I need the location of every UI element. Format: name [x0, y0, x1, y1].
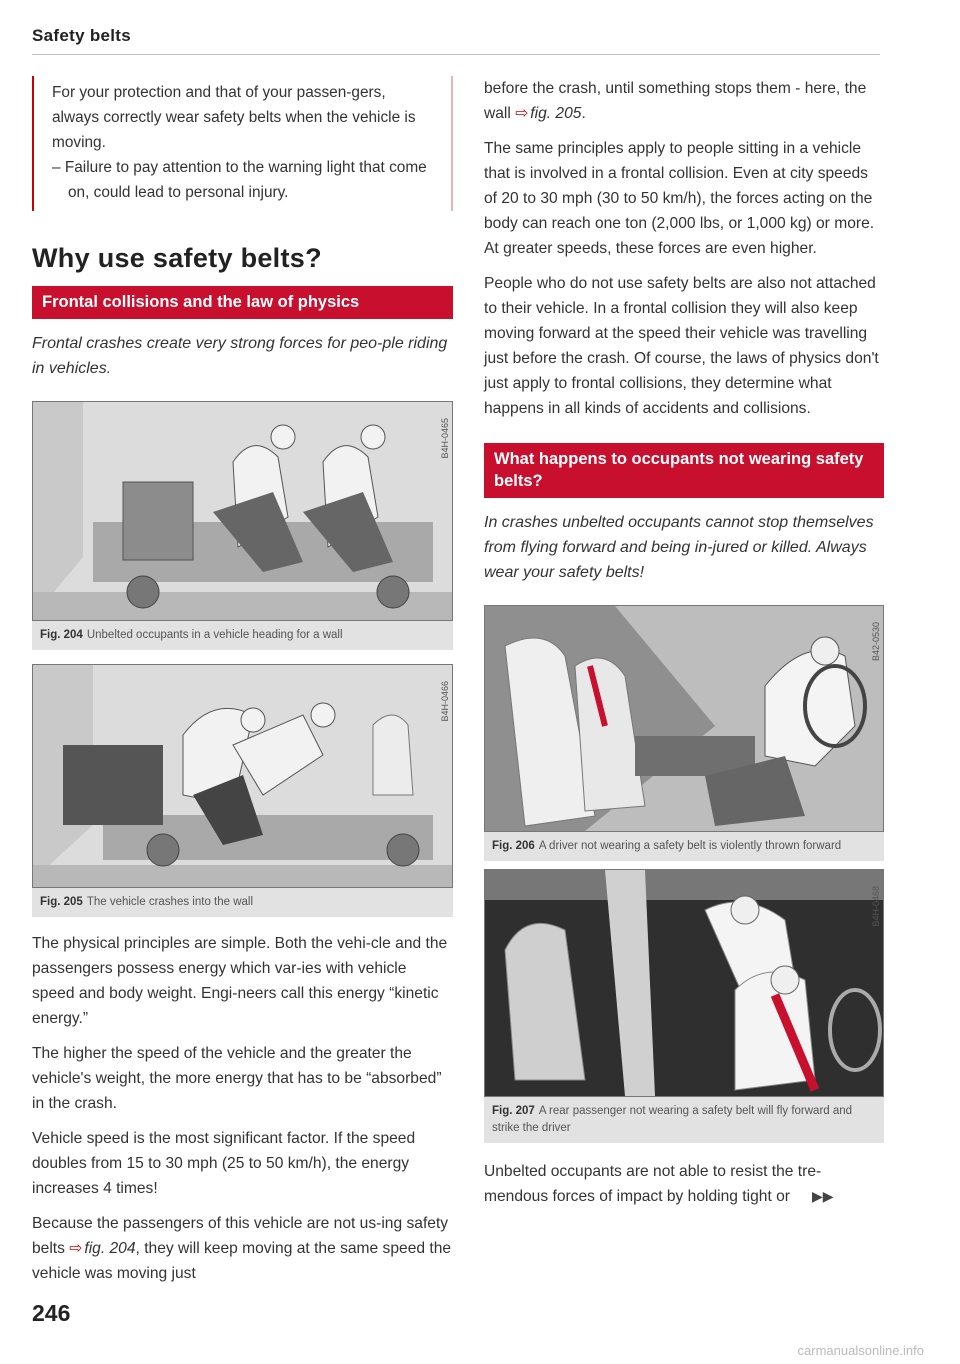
paragraph-wall-text-a: before the crash, until something stops them - here, the wall — [484, 80, 867, 122]
figure-204-caption — [32, 621, 453, 650]
figure-206-label: Fig. 206 — [492, 840, 535, 852]
figure-207-caption — [484, 1097, 884, 1143]
paragraph-passengers-text-b: , they will keep moving at the same speed the vehicle was moving just — [32, 1240, 452, 1282]
vehicle-crashes-wall-image — [33, 665, 452, 887]
page-number: 246 — [32, 1300, 71, 1326]
figure-204 — [32, 401, 453, 650]
figure-205 — [32, 664, 453, 917]
figure-204-label: Fig. 204 — [40, 629, 83, 641]
figure-204-illustration — [32, 401, 453, 621]
figure-206 — [484, 605, 884, 861]
figure-205-caption — [32, 888, 453, 917]
warning-intro: For your protection and that of your passen-gers, always correctly wear safety belts when the vehicle is moving. — [52, 84, 416, 151]
header-rule — [32, 54, 880, 55]
figure-207-illustration — [484, 869, 884, 1097]
figure-207 — [484, 869, 884, 1143]
figure-206-code: B42-0530 — [871, 622, 881, 662]
section-heading: Why use safety belts? — [32, 243, 322, 273]
rear-passenger-strikes-driver-image — [485, 870, 883, 1096]
figure-204-code: B4H-0465 — [440, 418, 450, 459]
right-column — [484, 76, 884, 1219]
figure-207-code: B4H-0468 — [871, 886, 881, 927]
left-column — [32, 76, 453, 1296]
paragraph-speed-factor: Vehicle speed is the most significant factor. If the speed doubles from 15 to 30 mph (25 to 50 km/h), the energy increases 4 times! — [32, 1130, 416, 1197]
lead-text-unbelted: In crashes unbelted occupants cannot stop themselves from flying forward and being in-jured or killed. Always wear your safety belts! — [484, 514, 874, 581]
vehicle-heading-for-wall-image — [33, 402, 452, 620]
subsection-heading-frontal: Frontal collisions and the law of physics — [32, 286, 453, 319]
section-title: Safety belts — [32, 26, 132, 45]
paragraph-unattached: People who do not use safety belts are also not attached to their vehicle. In a frontal collision they will also keep moving forward at the speed their vehicle was travelling just before the crash. Of course, the laws of physics don't just apply to frontal collisions, they determine what happens in all kinds of accidents and collisions. — [484, 275, 879, 417]
paragraph-wall-text-b: . — [581, 105, 586, 122]
lead-text-frontal: Frontal crashes create very strong forces for peo-ple riding in vehicles. — [32, 335, 448, 377]
figure-206-illustration — [484, 605, 884, 832]
paragraph-passengers-text-a: Because the passengers of this vehicle are not us-ing safety belts — [32, 1215, 449, 1257]
figure-207-label: Fig. 207 — [492, 1105, 535, 1117]
paragraph-physics: The physical principles are simple. Both the vehi-cle and the passengers possess energy which var-ies with vehicle speed and body weight. Engi-neers call this energy “kinetic energy.” — [32, 935, 448, 1027]
fig-205-link[interactable]: ⇨ fig. 205 — [515, 105, 581, 122]
page-header — [32, 26, 880, 46]
paragraph-speed-weight: The higher the speed of the vehicle and the greater the vehicle's weight, the more energy that has to be “absorbed” in the crash. — [32, 1045, 442, 1112]
driver-thrown-forward-image — [485, 606, 883, 831]
fig-204-link[interactable]: ⇨ fig. 204 — [69, 1240, 135, 1257]
paragraph-forces: The same principles apply to people sitting in a vehicle that is involved in a frontal collision. Even at city speeds of 20 to 30 mph (30 to 50 km/h), the forces acting on the body can reach one ton (2,000 lbs, or 1,000 kg) or more. At greater speeds, these forces are even higher. — [484, 140, 875, 257]
figure-204-caption-text: Unbelted occupants in a vehicle heading for a wall — [86, 629, 343, 641]
figure-205-code: B4H-0466 — [440, 681, 450, 722]
figure-207-caption-text: A rear passenger not wearing a safety belt will fly forward and strike the driver — [492, 1105, 853, 1134]
paragraph-resist-text: Unbelted occupants are not able to resist the tre-mendous forces of impact by holding tight or — [484, 1163, 822, 1205]
paragraph-passengers — [32, 1211, 453, 1286]
figure-205-caption-text: The vehicle crashes into the wall — [86, 896, 254, 908]
figure-205-illustration — [32, 664, 453, 888]
subsection-heading-unbelted: What happens to occupants not wearing safety belts? — [484, 443, 884, 498]
watermark: carmanualsonline.info — [797, 1343, 924, 1358]
warning-box — [32, 76, 453, 211]
figure-206-caption — [484, 832, 884, 861]
paragraph-wall — [484, 76, 884, 126]
continue-arrow-icon: ▶▶ — [811, 1188, 834, 1204]
figure-206-caption-text: A driver not wearing a safety belt is violently thrown forward — [538, 840, 842, 852]
warning-item: – Failure to pay attention to the warning light that come on, could lead to personal injury. — [52, 155, 431, 205]
figure-205-label: Fig. 205 — [40, 896, 83, 908]
paragraph-resist — [484, 1159, 884, 1209]
